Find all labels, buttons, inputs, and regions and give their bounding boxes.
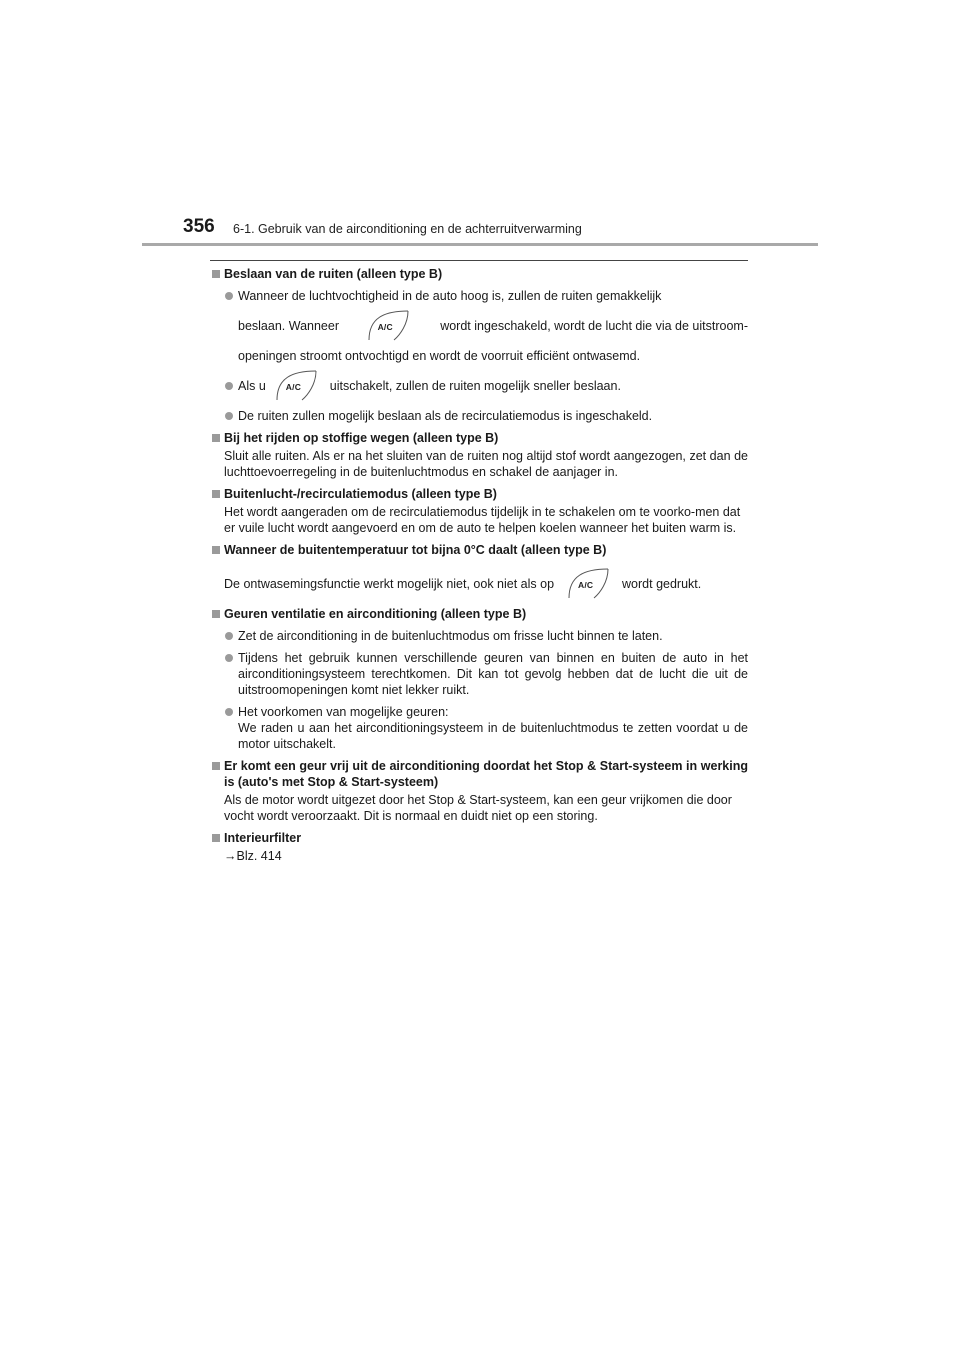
section-heading: Er komt een geur vrij uit de airconditioning doordat het Stop & Start-systeem in werking is (auto's met Stop & Start-systeem) (210, 758, 748, 790)
square-bullet-icon (212, 270, 220, 278)
section-heading: Interieurfilter (210, 830, 748, 846)
list-item: De ruiten zullen mogelijk beslaan als de recirculatiemodus is ingeschakeld. (210, 408, 748, 424)
square-bullet-icon (212, 834, 220, 842)
section-text: De ontwasemingsfunctie werkt mogelijk niet, ook niet als op A/C wordt gedrukt. (210, 568, 748, 600)
list-item: Tijdens het gebruik kunnen verschillende geuren van binnen en buiten de auto in het airconditioningsysteem terechtkomen. Dit kan tot gevolg hebben dat de lucht die uit de uitstroomopeningen komt niet lekker ruikt. (210, 650, 748, 698)
square-bullet-icon (212, 610, 220, 618)
list-item: Zet de airconditioning in de buitenluchtmodus om frisse lucht binnen te laten. (210, 628, 748, 644)
section-odors (210, 606, 748, 752)
round-bullet-icon (225, 412, 233, 420)
ac-button-icon: A/C (364, 310, 416, 342)
section-fogging (210, 266, 748, 424)
round-bullet-icon (225, 632, 233, 640)
page-number: 356 (183, 216, 215, 237)
round-bullet-icon (225, 654, 233, 662)
section-rule (210, 260, 748, 261)
section-heading: Buitenlucht-/recirculatiemodus (alleen type B) (210, 486, 748, 502)
round-bullet-icon (225, 382, 233, 390)
square-bullet-icon (212, 762, 220, 770)
section-heading: Bij het rijden op stoffige wegen (alleen type B) (210, 430, 748, 446)
list-item: Als u A/C uitschakelt, zullen de ruiten mogelijk sneller beslaan. (210, 370, 748, 402)
round-bullet-icon (225, 292, 233, 300)
header-rule (142, 243, 818, 246)
ac-button-icon: A/C (272, 370, 324, 402)
square-bullet-icon (212, 546, 220, 554)
round-bullet-icon (225, 708, 233, 716)
section-heading: Geuren ventilatie en airconditioning (alleen type B) (210, 606, 748, 622)
section-stop-start-odor (210, 758, 748, 824)
section-heading: Wanneer de buitentemperatuur tot bijna 0°C daalt (alleen type B) (210, 542, 748, 558)
section-low-temperature (210, 542, 748, 600)
square-bullet-icon (212, 434, 220, 442)
section-dusty-roads (210, 430, 748, 480)
section-text: Het wordt aangeraden om de recirculatiemodus tijdelijk in te schakelen om te voorko-men dat er vuile lucht wordt aangevoerd en om de auto te helpen koelen wanneer het buiten warm is. (224, 505, 741, 535)
section-recirculation (210, 486, 748, 536)
section-cabin-filter (210, 830, 748, 864)
chapter-title: 6-1. Gebruik van de airconditioning en de achterruitverwarming (233, 222, 582, 236)
section-text: Als de motor wordt uitgezet door het Stop & Start-systeem, kan een geur vrijkomen die door vocht wordt veroorzaakt. Dit is normaal en duidt niet op een storing. (224, 793, 732, 823)
list-item: Wanneer de luchtvochtigheid in de auto hoog is, zullen de ruiten gemakkelijk beslaan. Wanneer A/C wordt ingeschakeld, wordt de lucht die via de uitstroom- openingen stroomt ontvochtigd en wordt de voorruit efficiënt ontwasemd. (210, 288, 748, 364)
page-content (210, 266, 748, 864)
page-reference-link[interactable]: →Blz. 414 (224, 849, 282, 863)
ac-button-icon: A/C (564, 568, 616, 600)
square-bullet-icon (212, 490, 220, 498)
section-text: Sluit alle ruiten. Als er na het sluiten van de ruiten nog altijd stof wordt aangezogen, zet dan de luchttoevoerregeling in de buitenluchtmodus en schakel de aanjager in. (224, 449, 748, 479)
section-heading: Beslaan van de ruiten (alleen type B) (210, 266, 748, 282)
list-item: Het voorkomen van mogelijke geuren: We raden u aan het airconditioningsysteem in de buitenluchtmodus te zetten voordat u de motor uitschakelt. (210, 704, 748, 752)
